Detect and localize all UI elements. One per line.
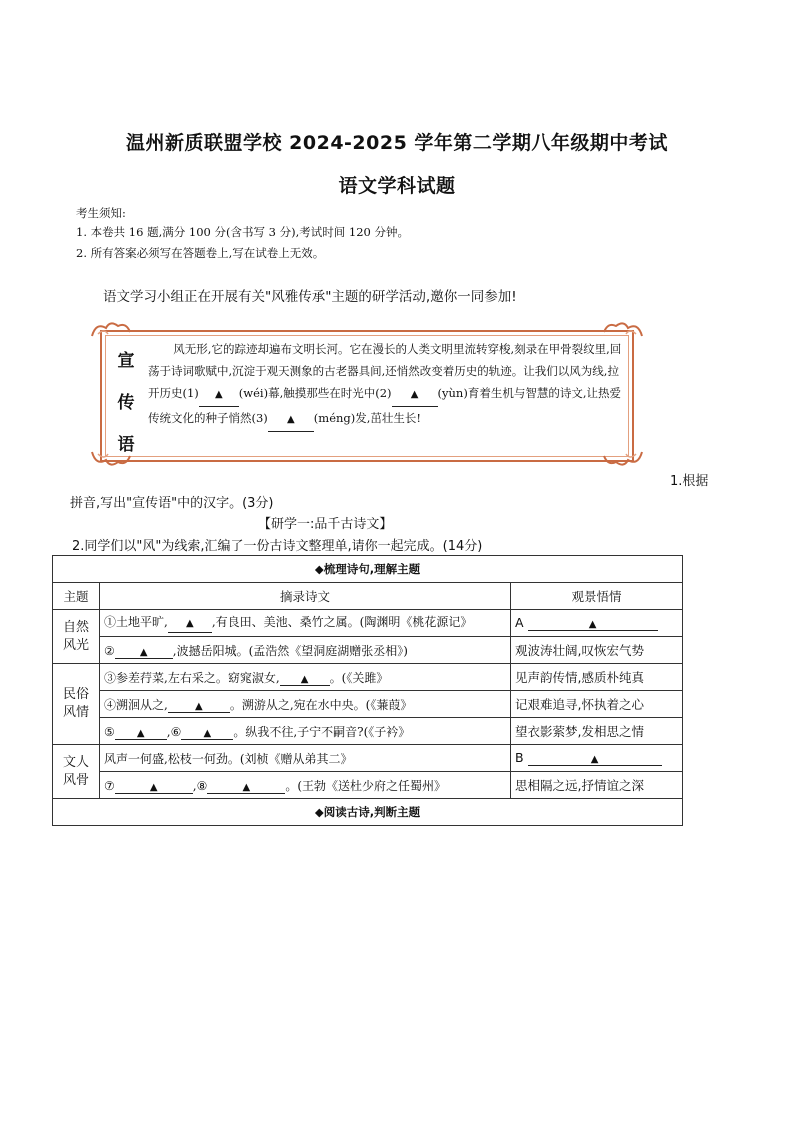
- table-row: [53, 691, 683, 718]
- topic-cell: 文人风骨: [53, 745, 100, 799]
- subject-title: 语文学科试题: [338, 175, 456, 197]
- answer-blank: [115, 725, 167, 740]
- poem-cell: [100, 610, 511, 637]
- banner-paragraph: [148, 338, 622, 432]
- col-header-topic: 主题: [53, 583, 100, 610]
- notice-item-1: 1. 本卷共 16 题,满分 100 分(含书写 3 分),考试时间 120 分钟。: [76, 225, 410, 239]
- col-header-insight: 观景悟情: [511, 583, 683, 610]
- q2-text: 2.同学们以"风"为线索,汇编了一份古诗文整理单,请你一起完成。(14分): [72, 539, 483, 554]
- poem-cell: [100, 691, 511, 718]
- insight-cell: 思相隔之远,抒情谊之深: [511, 772, 683, 799]
- banner: [92, 318, 640, 470]
- intro-text: 语文学习小组正在开展有关"风雅传承"主题的研学活动,邀你一同参加!: [103, 289, 517, 305]
- poem-text: ①土地平旷,: [104, 614, 168, 629]
- insight-label: A: [515, 615, 524, 630]
- triangle-marker: ▲: [139, 646, 148, 658]
- banner-text-2: (wéi)幕,触摸那些在时光中(2): [238, 386, 392, 400]
- poem-text: ⑤: [104, 724, 115, 739]
- table-row: [53, 799, 683, 826]
- table-row: [53, 610, 683, 637]
- triangle-marker: ▲: [410, 389, 419, 400]
- answer-blank: [168, 614, 212, 633]
- topic-cell: 民俗风情: [53, 664, 100, 745]
- triangle-marker: ▲: [149, 781, 158, 793]
- cloud-ornament-icon: [600, 448, 644, 470]
- triangle-marker: ▲: [588, 619, 597, 630]
- answer-blank: [207, 779, 285, 794]
- notice-heading: 考生须知:: [76, 206, 126, 220]
- poem-cell: [100, 637, 511, 664]
- insight-cell: 望衣影萦梦,发相思之情: [511, 718, 683, 745]
- table-row: [53, 556, 683, 583]
- poem-text: ,波撼岳阳城。(孟浩然《望洞庭湖赠张丞相》): [172, 643, 408, 658]
- answer-blank: [528, 750, 662, 766]
- insight-cell: 记艰难追寻,怀执着之心: [511, 691, 683, 718]
- answer-blank-3: [268, 407, 314, 432]
- triangle-marker: ▲: [185, 617, 194, 629]
- topic-cell: 自然风光: [53, 610, 100, 664]
- poem-text: ,⑥: [166, 724, 182, 739]
- table-row: [53, 745, 683, 772]
- poem-text: ,有良田、美池、桑竹之属。(陶渊明《桃花源记》: [211, 614, 473, 629]
- answer-blank: [115, 644, 173, 659]
- poem-text: 。纵我不往,子宁不嗣音?(《子衿》: [233, 724, 411, 739]
- banner-label-char: 传: [117, 393, 135, 413]
- triangle-marker: ▲: [194, 700, 203, 712]
- poem-text: ④溯洄从之,: [104, 697, 168, 712]
- banner-text-3: (yùn)育着生机与智慧的诗文,让热爱传统文化的种子悄然(3): [148, 386, 621, 425]
- poem-cell: [100, 718, 511, 745]
- poem-cell: [100, 772, 511, 799]
- cloud-ornament-icon: [600, 318, 644, 340]
- exam-title: 温州新质联盟学校 2024-2025 学年第二学期八年级期中考试: [126, 132, 668, 154]
- answer-blank: [528, 615, 658, 631]
- table-section-a: ◆梳理诗句,理解主题: [53, 556, 683, 583]
- poem-cell: 风声一何盛,松枝一何劲。(刘桢《赠从弟其二》: [100, 745, 511, 772]
- answer-blank: [115, 779, 193, 794]
- poem-text: 。(《关雎》: [329, 670, 389, 685]
- banner-text-1: 风无形,它的踪迹却遍布文明长河。它在漫长的人类文明里流转穿梭,刻录在甲骨裂纹里,回荡于诗词歌赋中,沉淀于观天测象的古老器具间,还悄然改变着历史的轨迹。让我们以风为线,拉开历史(1): [148, 342, 622, 400]
- col-header-poems: 摘录诗文: [100, 583, 511, 610]
- banner-text-4: (méng)发,茁壮生长!: [313, 411, 422, 425]
- poem-table: [52, 555, 683, 826]
- banner-label: [114, 340, 138, 466]
- poem-cell: [100, 664, 511, 691]
- insight-cell: [511, 610, 683, 637]
- triangle-marker: ▲: [242, 781, 251, 793]
- q1-start: 1.根据: [670, 474, 709, 489]
- poem-text: ⑦: [104, 778, 115, 793]
- insight-cell: [511, 745, 683, 772]
- cloud-ornament-icon: [90, 318, 134, 340]
- triangle-marker: ▲: [203, 727, 212, 739]
- poem-text: ③参差荇菜,左右采之。窈窕淑女,: [104, 670, 280, 685]
- q1-text: 拼音,写出"宣传语"中的汉字。(3分): [70, 496, 274, 511]
- answer-blank: [168, 698, 230, 713]
- table-row: [53, 583, 683, 610]
- triangle-marker: ▲: [286, 414, 295, 425]
- triangle-marker: ▲: [136, 727, 145, 739]
- answer-blank-1: [199, 382, 239, 407]
- table-row: [53, 664, 683, 691]
- answer-blank-2: [392, 382, 438, 407]
- notice-item-2: 2. 所有答案必须写在答题卷上,写在试卷上无效。: [76, 246, 325, 260]
- section-heading: 【研学一:品千古诗文】: [258, 517, 393, 532]
- answer-blank: [181, 725, 233, 740]
- triangle-marker: ▲: [590, 754, 599, 765]
- banner-label-char: 语: [117, 435, 135, 455]
- poem-text: 。溯游从之,宛在水中央。(《蒹葭》: [229, 697, 413, 712]
- answer-blank: [280, 671, 330, 686]
- insight-cell: 见声韵传情,感质朴纯真: [511, 664, 683, 691]
- poem-text: 。(王勃《送杜少府之任蜀州》: [285, 778, 447, 793]
- insight-label: B: [515, 750, 524, 765]
- table-row: [53, 718, 683, 745]
- insight-cell: 观波涛壮阔,叹恢宏气势: [511, 637, 683, 664]
- table-row: [53, 637, 683, 664]
- triangle-marker: ▲: [214, 389, 223, 400]
- poem-text: ,⑧: [192, 778, 208, 793]
- poem-text: ②: [104, 643, 115, 658]
- triangle-marker: ▲: [300, 673, 309, 685]
- table-section-b: ◆阅读古诗,判断主题: [53, 799, 683, 826]
- banner-label-char: 宣: [117, 351, 135, 371]
- table-row: [53, 772, 683, 799]
